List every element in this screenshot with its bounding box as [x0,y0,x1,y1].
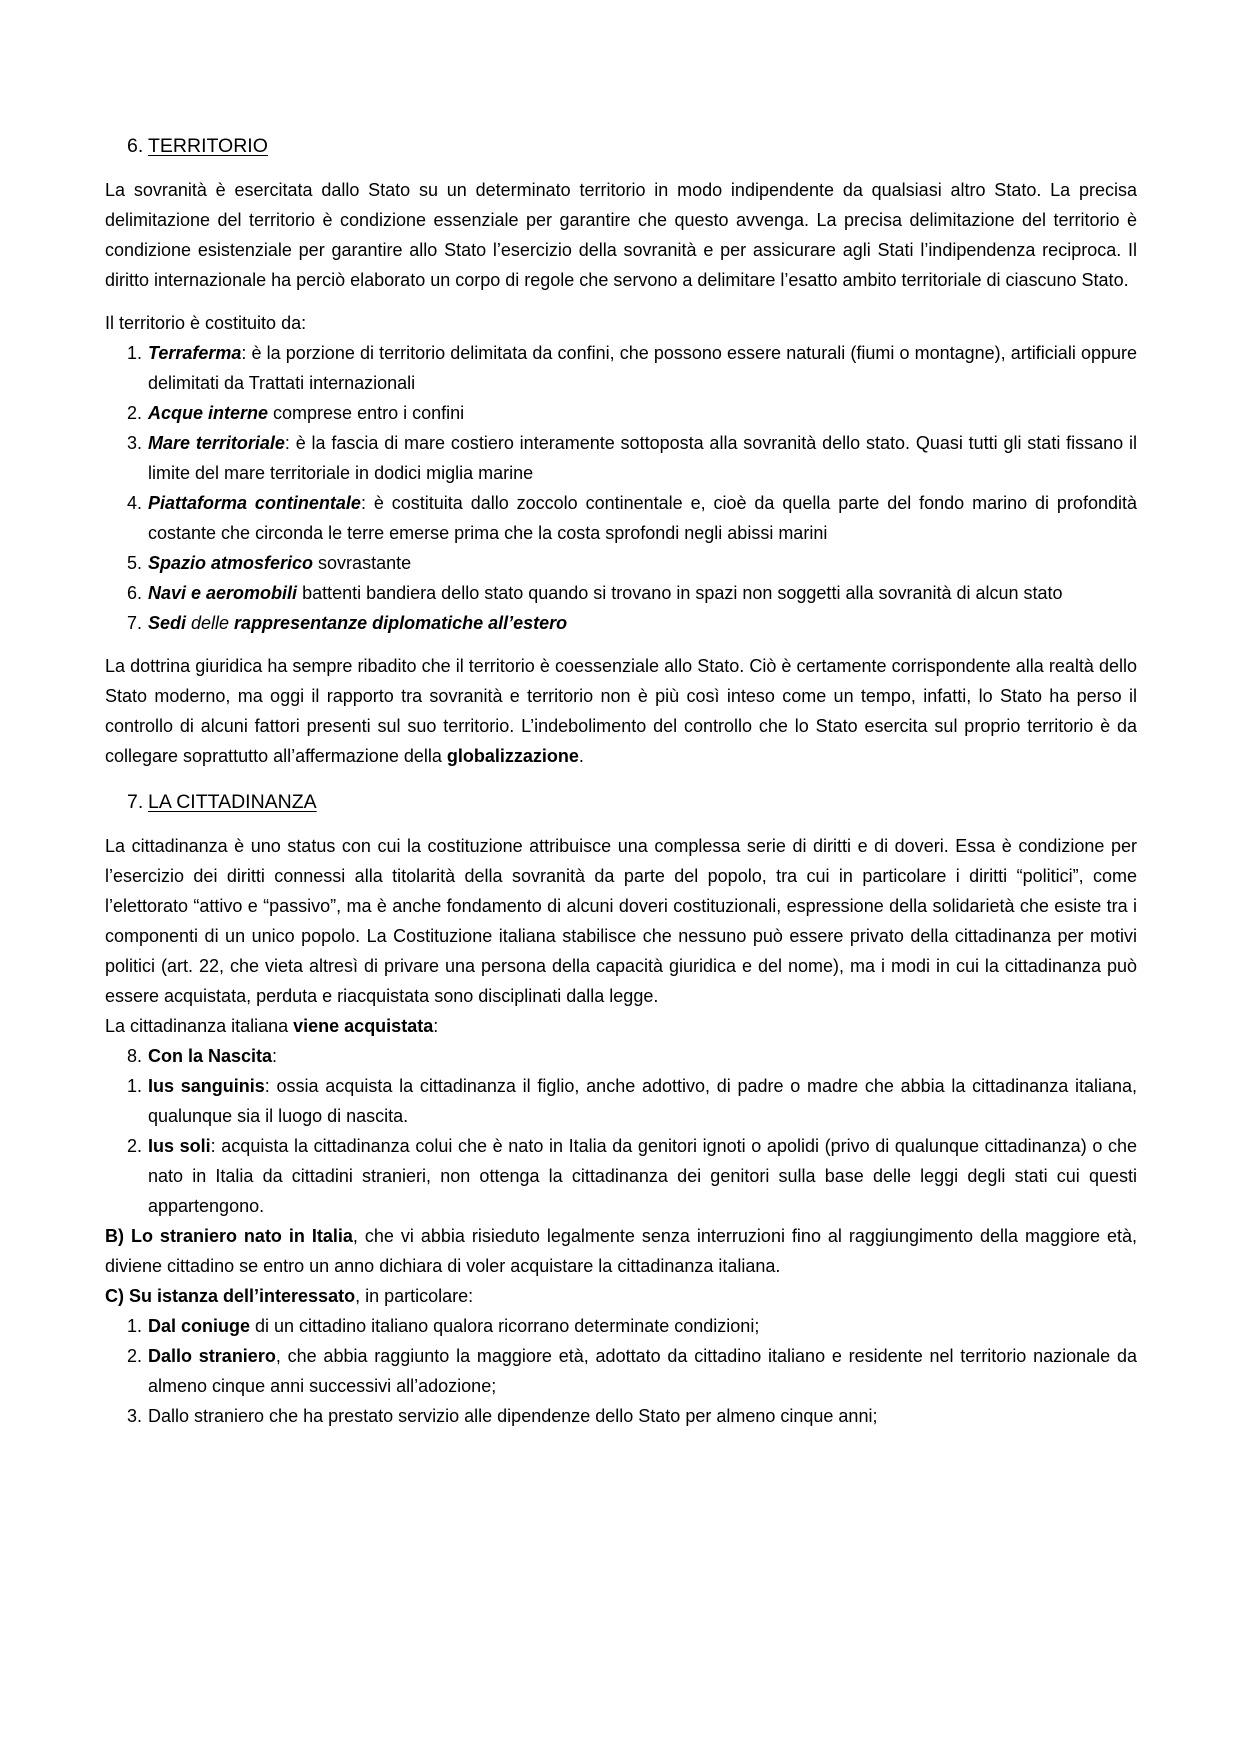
list-marker: 8. [127,1046,143,1066]
list-item-sedi-rappresentanze [105,608,1137,638]
list-item-text: Piattaforma continentale: è costituita dallo zoccolo continentale e, cioè da quella parte del fondo marino di profondità costante che circonda le terre emerse prima che la costa sprofondi negli abissi marini [148,493,1137,543]
list-item-acque-interne [105,398,1137,428]
heading-title: TERRITORIO [148,135,268,157]
list-item-text: Ius soli: acquista la cittadinanza colui che è nato in Italia da genitori ignoti o apolidi (privo di qualunque cittadinanza) o che nato in Italia da cittadini stranieri, non ottenga la cittadinanza dei genitori sulla base delle leggi degli stati cui questi appartengono. [148,1136,1137,1216]
list-item-ius-soli [105,1131,1137,1221]
list-item-text: Con la Nascita: [148,1046,278,1066]
list-item-dal-coniuge [105,1311,1137,1341]
list-marker: 2. [127,1346,143,1366]
list-item-text: Ius sanguinis: ossia acquista la cittadinanza il figlio, anche adottivo, di padre o madre che abbia la cittadinanza italiana, qualunque sia il luogo di nascita. [148,1076,1137,1126]
list-item-dallo-straniero-adottato [105,1341,1137,1401]
list-marker: 4. [127,493,143,513]
list-marker: 7. [127,613,143,633]
list-item-terraferma [105,338,1137,398]
list-item-text: Spazio atmosferico sovrastante [148,553,412,573]
list-item-mare-territoriale [105,428,1137,488]
list-item-text: Dallo straniero, che abbia raggiunto la maggiore età, adottato da cittadino italiano e residente nel territorio nazionale da almeno cinque anni successivi all’adozione; [148,1346,1137,1396]
heading-number: 6. [127,135,144,157]
list-marker: 3. [127,1406,143,1426]
paragraph-viene-acquistata: La cittadinanza italiana viene acquistata: [105,1016,439,1036]
paragraph-territorio-costituito: Il territorio è costituito da: [105,313,307,333]
paragraph-straniero-nato-in-italia: B) Lo straniero nato in Italia, che vi abbia risieduto legalmente senza interruzioni fino al raggiungimento della maggiore età, diviene cittadino se entro un anno dichiara di voler acquistare la cittadinanza italiana. [105,1226,1138,1276]
paragraph-cittadinanza-status: La cittadinanza è uno status con cui la costituzione attribuisce una complessa serie di diritti e di doveri. Essa è condizione per l’esercizio dei diritti connessi alla titolarità della sovranità da parte del popolo, tra cui in particolare i diritti “politici”, come l’elettorato “attivo e “passivo”, ma è anche fondamento di alcuni doveri costituzionali, espressione della solidarietà che esiste tra i componenti di un unico popolo. La Costituzione italiana stabilisce che nessuno può essere privato della cittadinanza per motivi politici (art. 22, che vieta altresì di privare una persona della capacità giuridica e del nome), ma i modi in cui la cittadinanza può essere acquistata, perduta e riacquistata sono disciplinati dalla legge. [105,836,1137,1006]
list-item-text: Navi e aeromobili battenti bandiera dello stato quando si trovano in spazi non soggetti alla sovranità di alcun stato [148,583,1063,603]
list-marker: 1. [127,1076,143,1096]
list-marker: 1. [127,1316,143,1336]
list-item-text: Dal coniuge di un cittadino italiano qualora ricorrano determinate condizioni; [148,1316,760,1336]
list-item-text: Mare territoriale: è la fascia di mare costiero interamente sottoposta alla sovranità dello stato. Quasi tutti gli stati fissano il limite del mare territoriale in dodici miglia marine [148,433,1137,483]
heading-title: LA CITTADINANZA [148,791,317,813]
list-item-piattaforma-continentale [105,488,1137,548]
list-item-spazio-atmosferico [105,548,1137,578]
paragraph-su-istanza-interessato: C) Su istanza dell’interessato, in particolare: [105,1286,474,1306]
section-heading-territorio [105,131,1137,161]
list-item-text: Sedi delle rappresentanze diplomatiche all’estero [148,613,568,633]
list-marker: 2. [127,1136,143,1156]
list-marker: 2. [127,403,143,423]
list-item-navi-aeromobili [105,578,1137,608]
list-item-text: Terraferma: è la porzione di territorio delimitata da confini, che possono essere naturali (fiumi o montagne), artificiali oppure delimitati da Trattati internazionali [148,343,1137,393]
list-item-text: Dallo straniero che ha prestato servizio alle dipendenze dello Stato per almeno cinque anni; [148,1406,878,1426]
list-marker: 1. [127,343,143,363]
section-heading-cittadinanza [105,787,1137,817]
list-marker: 5. [127,553,143,573]
list-marker: 6. [127,583,143,603]
list-item-con-la-nascita [105,1041,1137,1071]
list-item-dallo-straniero-servizio [105,1401,1137,1431]
heading-number: 7. [127,791,144,813]
paragraph-dottrina-giuridica: La dottrina giuridica ha sempre ribadito che il territorio è coessenziale allo Stato. Ciò è certamente corrispondente alla realtà dello Stato moderno, ma oggi il rapporto tra sovranità e territorio non è più così inteso come un tempo, infatti, lo Stato ha perso il controllo di alcuni fattori presenti sul suo territorio. L’indebolimento del controllo che lo Stato esercita sul proprio territorio è da collegare soprattutto all’affermazione della globalizzazione. [105,656,1137,766]
paragraph-sovranita: La sovranità è esercitata dallo Stato su un determinato territorio in modo indipendente da qualsiasi altro Stato. La precisa delimitazione del territorio è condizione essenziale per garantire che questo avvenga. La precisa delimitazione del territorio è condizione esistenziale per garantire allo Stato l’esercizio della sovranità e per assicurare agli Stati l’indipendenza reciproca. Il diritto internazionale ha perciò elaborato un corpo di regole che servono a delimitare l’esatto ambito territoriale di ciascuno Stato. [105,180,1137,290]
list-item-text: Acque interne comprese entro i confini [148,403,465,423]
list-item-ius-sanguinis [105,1071,1137,1131]
list-marker: 3. [127,433,143,453]
